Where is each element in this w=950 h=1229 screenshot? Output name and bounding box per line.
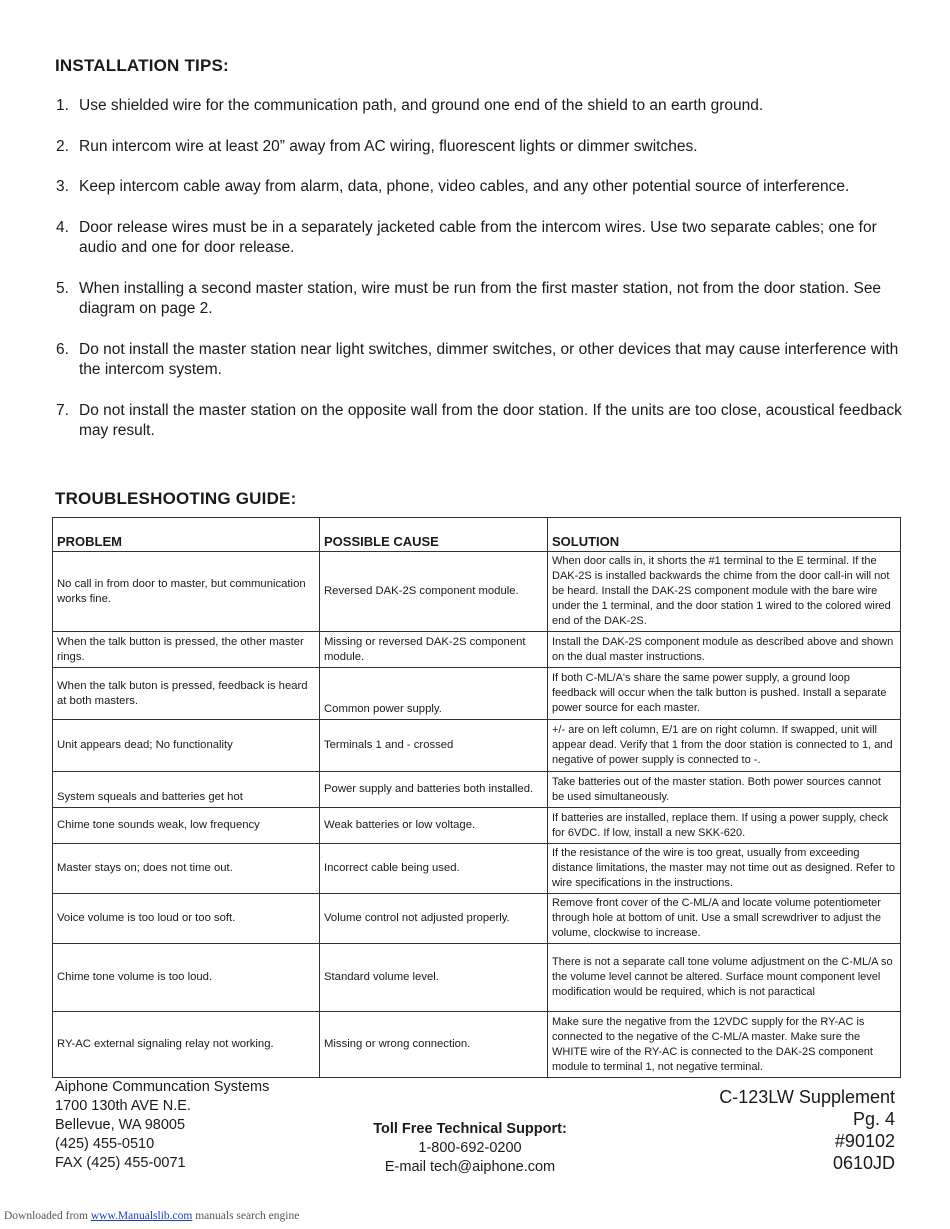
revision-code: 0610JD <box>832 1153 895 1173</box>
tip-item <box>56 279 916 320</box>
problem-cell: When the talk buton is pressed, feedback is heard at both masters. <box>53 668 320 720</box>
download-source-bar <box>4 1210 299 1222</box>
cause-cell: Volume control not adjusted properly. <box>320 894 548 944</box>
table-row <box>53 720 901 772</box>
solution-cell: Make sure the negative from the 12VDC supply for the RY-AC is connected to the negative of the C-ML/A master. Make sure the WHITE wire of the RY-AC is connected to the DAK-2S component module to terminal 1, not negative terminal. <box>548 1012 901 1078</box>
fax-number: FAX (425) 455-0071 <box>55 1155 186 1171</box>
tip-text: Use shielded wire for the communication path, and ground one end of the shield to an earth ground. <box>79 97 764 114</box>
problem-cell: Voice volume is too loud or too soft. <box>53 894 320 944</box>
tip-item <box>56 137 916 158</box>
problem-cell: System squeals and batteries get hot <box>53 772 320 808</box>
table-header-row <box>53 518 901 552</box>
tip-text: Do not install the master station near light switches, dimmer switches, or other devices that may cause interference with the intercom system. <box>79 340 899 378</box>
tip-number: 3. <box>56 178 69 195</box>
tip-number: 5. <box>56 279 69 297</box>
solution-cell: If both C-ML/A's share the same power supply, a ground loop feedback will occur when the talk button is pushed. Install a separate power source for each master. <box>548 668 901 720</box>
troubleshooting-table <box>52 517 901 1078</box>
installation-tips-heading: INSTALLATION TIPS: <box>55 56 229 75</box>
problem-cell: Chime tone sounds weak, low frequency <box>53 808 320 844</box>
tip-text: Run intercom wire at least 20” away from AC wiring, fluorescent lights or dimmer switches. <box>79 137 698 155</box>
solution-cell: When door calls in, it shorts the #1 terminal to the E terminal. If the DAK-2S is installed backwards the chime from the door call-in will not be heard. Install the DAK-2S component module with the bare wire under the 1 terminal, and the door station 1 wired to the colored wired end of the DAK-2S. <box>548 552 901 632</box>
support-email: E-mail tech@aiphone.com <box>384 1159 556 1175</box>
cause-cell: Incorrect cable being used. <box>320 844 548 894</box>
solution-cell: +/- are on left column, E/1 are on right column. If swapped, unit will appear dead. Verify that 1 from the door station is connected to 1, and negative of power supply is connected to -. <box>548 720 901 772</box>
problem-cell: When the talk button is pressed, the other master rings. <box>53 632 320 668</box>
solution-cell: Install the DAK-2S component module as described above and shown on the dual master instructions. <box>548 632 901 668</box>
tip-text: Door release wires must be in a separately jacketed cable from the intercom wires. Use two separate cables; one for audio and one for door release. <box>79 218 877 256</box>
problem-cell: Chime tone volume is too loud. <box>53 944 320 1012</box>
tip-number: 2. <box>56 137 69 155</box>
city-state-zip: Bellevue, WA 98005 <box>55 1117 186 1133</box>
document-name: C-123LW Supplement <box>719 1087 895 1107</box>
problem-cell: RY-AC external signaling relay not working. <box>53 1012 320 1078</box>
page-number: Pg. 4 <box>852 1109 895 1129</box>
cause-cell: Standard volume level. <box>320 944 548 1012</box>
table-row <box>53 632 901 668</box>
solution-cell: If the resistance of the wire is too great, usually from exceeding distance limitations, the master may not time out as designed. Refer to wire specifications in the instructions. <box>548 844 901 894</box>
solution-cell: Remove front cover of the C-ML/A and locate volume potentiometer through hole at bottom of unit. Use a small screwdriver to adjust the volume, clockwise to increase. <box>548 894 901 944</box>
phone-number: (425) 455-0510 <box>55 1136 155 1152</box>
problem-cell: No call in from door to master, but communication works fine. <box>53 552 320 632</box>
problem-column-header: PROBLEM <box>53 518 320 552</box>
solution-column-header: SOLUTION <box>548 518 901 552</box>
installation-tips-list <box>56 96 916 442</box>
tip-text: Do not install the master station on the opposite wall from the door station. If the units are too close, acoustical feedback may result. <box>79 401 902 439</box>
tip-item <box>56 218 916 259</box>
part-number: #90102 <box>834 1131 895 1151</box>
cause-cell: Missing or reversed DAK-2S component module. <box>320 632 548 668</box>
tip-number: 1. <box>56 97 69 114</box>
download-suffix: manuals search engine <box>195 1210 300 1222</box>
tech-support-block <box>340 1120 600 1177</box>
cause-cell: Common power supply. <box>320 668 548 720</box>
solution-cell: If batteries are installed, replace them. If using a power supply, check for 6VDC. If low, install a new SKK-620. <box>548 808 901 844</box>
table-row <box>53 1012 901 1078</box>
solution-cell: Take batteries out of the master station. Both power sources cannot be used simultaneously. <box>548 772 901 808</box>
company-address <box>55 1078 269 1173</box>
cause-cell: Missing or wrong connection. <box>320 1012 548 1078</box>
support-title: Toll Free Technical Support: <box>373 1121 567 1137</box>
cause-cell: Terminals 1 and - crossed <box>320 720 548 772</box>
solution-cell: There is not a separate call tone volume adjustment on the C-ML/A so the volume level cannot be altered. Surface mount component level modification would be required, which is not paractical <box>548 944 901 1012</box>
tip-number: 6. <box>56 340 69 358</box>
troubleshooting-heading: TROUBLESHOOTING GUIDE: <box>55 489 297 508</box>
tip-item <box>56 401 916 442</box>
cause-column-header: POSSIBLE CAUSE <box>320 518 548 552</box>
table-row <box>53 772 901 808</box>
cause-cell: Reversed DAK-2S component module. <box>320 552 548 632</box>
tip-text: Keep intercom cable away from alarm, data, phone, video cables, and any other potential source of interference. <box>79 178 850 195</box>
table-row <box>53 552 901 632</box>
tip-item <box>56 340 916 381</box>
support-phone: 1-800-692-0200 <box>418 1140 522 1156</box>
company-name: Aiphone Communcation Systems <box>55 1079 270 1095</box>
tip-number: 4. <box>56 218 69 236</box>
street-address: 1700 130th AVE N.E. <box>55 1098 191 1114</box>
document-info <box>719 1086 895 1174</box>
tip-number: 7. <box>56 401 69 419</box>
tip-item <box>56 177 916 198</box>
table-row <box>53 894 901 944</box>
manualslib-link[interactable]: www.Manualslib.com <box>90 1210 193 1222</box>
cause-cell: Weak batteries or low voltage. <box>320 808 548 844</box>
table-row <box>53 844 901 894</box>
tip-item <box>56 96 916 117</box>
table-row <box>53 808 901 844</box>
tip-text: When installing a second master station, wire must be run from the first master station, not from the door station. See diagram on page 2. <box>79 279 882 317</box>
problem-cell: Unit appears dead; No functionality <box>53 720 320 772</box>
cause-cell: Power supply and batteries both installed. <box>320 772 548 808</box>
download-prefix: Downloaded from <box>4 1210 88 1222</box>
problem-cell: Master stays on; does not time out. <box>53 844 320 894</box>
table-row <box>53 944 901 1012</box>
table-row <box>53 668 901 720</box>
